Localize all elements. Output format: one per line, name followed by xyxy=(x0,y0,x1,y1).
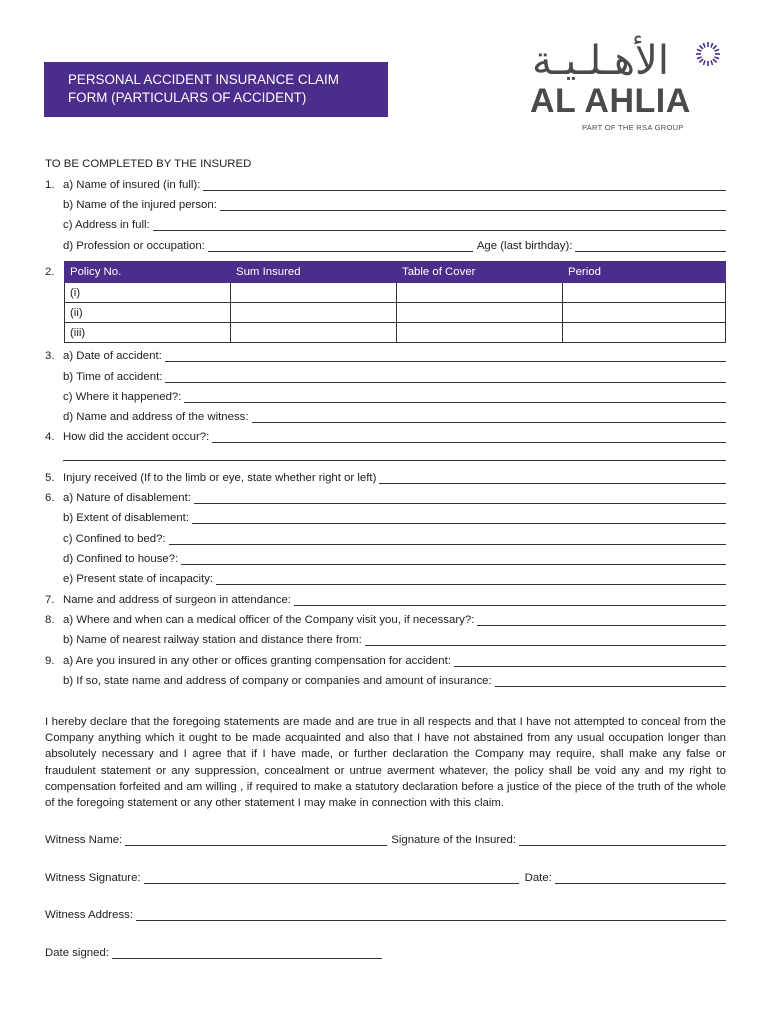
table-cell[interactable] xyxy=(397,323,563,343)
col-sum-insured: Sum Insured xyxy=(231,262,397,283)
logo-tagline: PART OF THE RSA GROUP xyxy=(582,123,684,132)
table-row xyxy=(65,303,726,323)
accident-date-field[interactable] xyxy=(165,349,726,362)
q1b-row: b) Name of the injured person: xyxy=(45,195,726,211)
date-field[interactable] xyxy=(555,871,726,884)
injury-field[interactable] xyxy=(379,471,726,484)
declaration-text: I hereby declare that the foregoing statements are made and are true in all respects and that I have not attempted to conceal from the Company anything which it ought to be made acquainted and also that I have not abstained from any usual occupation longer than absolutely necessary and I agree that if I have made, or further declaration the Company may require, shall make any false or fraudulent statement or any suppression, concealment or untrue averment whatever, the policy shall be void any and my right to compensation forfeited and am willing , if required to make a statutory declaration before a justice of the piece of the truth of the whole of the foregoing statement or any other statement I may make in connection with this claim. xyxy=(45,716,726,810)
injured-person-field[interactable] xyxy=(220,198,726,211)
date-signed-field[interactable] xyxy=(112,946,382,959)
address-field[interactable] xyxy=(153,218,726,231)
disablement-extent-field[interactable] xyxy=(192,511,726,524)
policy-table xyxy=(64,261,726,343)
surgeon-field[interactable] xyxy=(294,593,726,606)
medical-visit-field[interactable] xyxy=(477,613,726,626)
accident-place-field[interactable] xyxy=(184,390,726,403)
q6b-row: b) Extent of disablement: xyxy=(45,508,726,524)
other-insurance-field[interactable] xyxy=(454,654,726,667)
witness-name-row: Witness Name: Signature of the Insured: xyxy=(45,830,726,846)
al-ahlia-logo xyxy=(520,38,730,138)
logo-ring-icon xyxy=(695,41,721,67)
table-cell[interactable] xyxy=(563,283,726,303)
form-title-line1: PERSONAL ACCIDENT INSURANCE CLAIM xyxy=(68,72,339,87)
table-cell[interactable] xyxy=(397,283,563,303)
witness-field[interactable] xyxy=(252,410,726,423)
insured-name-field[interactable] xyxy=(203,178,726,191)
confined-bed-field[interactable] xyxy=(169,532,726,545)
q1d-row: d) Profession or occupation: Age (last birthday): xyxy=(45,236,726,252)
q8b-row: b) Name of nearest railway station and distance there from: xyxy=(45,630,726,646)
form-title-box xyxy=(44,62,388,117)
insured-signature-field[interactable] xyxy=(519,833,726,846)
table-row xyxy=(65,323,726,343)
q4-row: 4. How did the accident occur?: xyxy=(45,427,726,443)
table-cell[interactable] xyxy=(397,303,563,323)
q6c-row: c) Confined to bed?: xyxy=(45,529,726,545)
table-cell[interactable] xyxy=(231,323,397,343)
col-table-of-cover: Table of Cover xyxy=(397,262,563,283)
intro-text: TO BE COMPLETED BY THE INSURED xyxy=(45,158,252,170)
row-label[interactable]: (ii) xyxy=(65,303,231,323)
form-title-line2: FORM (PARTICULARS OF ACCIDENT) xyxy=(68,90,307,105)
q6a-row: 6. a) Nature of disablement: xyxy=(45,488,726,504)
other-insurance-details-field[interactable] xyxy=(495,674,726,687)
row-label[interactable]: (i) xyxy=(65,283,231,303)
q1-number: 1. xyxy=(45,179,55,191)
date-signed-row: Date signed: xyxy=(45,943,382,959)
accident-time-field[interactable] xyxy=(165,370,726,383)
table-cell[interactable] xyxy=(231,283,397,303)
col-policy-no: Policy No. xyxy=(65,262,231,283)
table-cell[interactable] xyxy=(563,323,726,343)
occupation-field[interactable] xyxy=(208,239,473,252)
witness-signature-row: Witness Signature: Date: xyxy=(45,868,726,884)
q9b-row: b) If so, state name and address of company or companies and amount of insurance: xyxy=(45,671,726,687)
age-field[interactable] xyxy=(575,239,726,252)
q6e-row: e) Present state of incapacity: xyxy=(45,569,726,585)
q3c-row: c) Where it happened?: xyxy=(45,387,726,403)
confined-house-field[interactable] xyxy=(181,552,726,565)
q3a-row: 3. a) Date of accident: xyxy=(45,346,726,362)
incapacity-field[interactable] xyxy=(216,572,726,585)
q1c-row: c) Address in full: xyxy=(45,215,726,231)
q2-number: 2. xyxy=(45,266,55,278)
logo-arabic-text: الأهـلـيـة xyxy=(532,38,669,84)
railway-station-field[interactable] xyxy=(365,633,726,646)
q8a-row: 8. a) Where and when can a medical officer of the Company visit you, if necessary?: xyxy=(45,610,726,626)
table-row xyxy=(65,283,726,303)
q7-row: 7. Name and address of surgeon in attendance: xyxy=(45,590,726,606)
q1a-row: 1. a) Name of insured (in full): xyxy=(45,175,726,191)
witness-name-field[interactable] xyxy=(125,833,387,846)
logo-english-text: AL AHLIA xyxy=(530,82,691,120)
q9a-row: 9. a) Are you insured in any other or offices granting compensation for accident: xyxy=(45,651,726,667)
witness-address-row: Witness Address: xyxy=(45,905,726,921)
disablement-nature-field[interactable] xyxy=(194,491,726,504)
accident-description-line2[interactable] xyxy=(63,460,726,461)
col-period: Period xyxy=(563,262,726,283)
table-cell[interactable] xyxy=(231,303,397,323)
q5-row: 5. Injury received (If to the limb or eye, state whether right or left) xyxy=(45,468,726,484)
q6d-row: d) Confined to house?: xyxy=(45,549,726,565)
q3d-row: d) Name and address of the witness: xyxy=(45,407,726,423)
accident-description-field[interactable] xyxy=(212,430,726,443)
witness-address-field[interactable] xyxy=(136,908,726,921)
witness-signature-field[interactable] xyxy=(144,871,519,884)
table-cell[interactable] xyxy=(563,303,726,323)
q3b-row: b) Time of accident: xyxy=(45,367,726,383)
row-label[interactable]: (iii) xyxy=(65,323,231,343)
